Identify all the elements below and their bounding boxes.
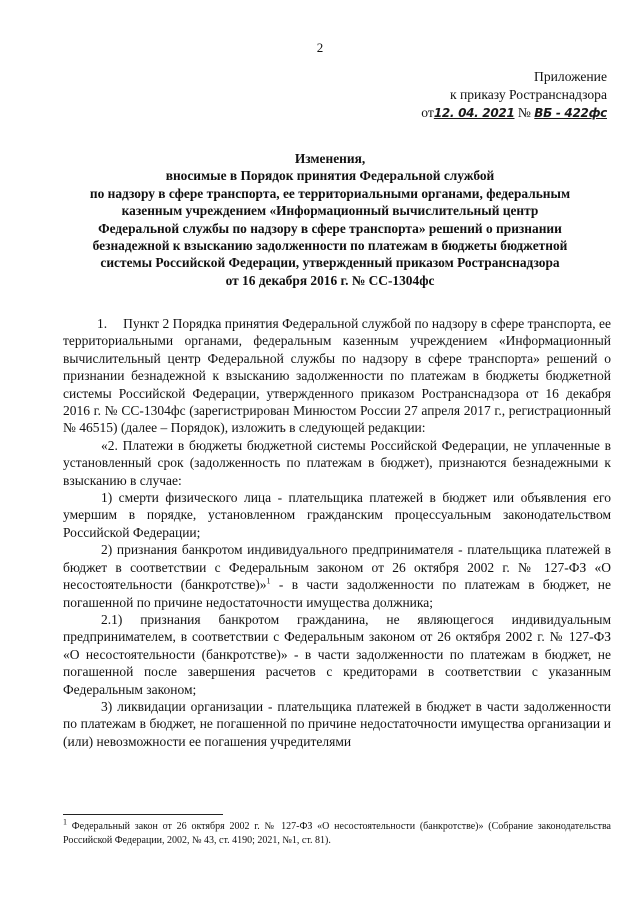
- paragraph-4-text-a: 2) признания банкротом индивидуального предпринимателя - плательщика платежей в бюджет в соответствии с Федеральным законом от 26 октября 2002 г. № 127-ФЗ «О несостоятельности (банкротстве)»: [63, 542, 611, 593]
- document-title: [60, 150, 600, 289]
- number-prefix: №: [517, 105, 531, 120]
- title-line: вносимые в Порядок принятия Федеральной службой: [165, 168, 495, 184]
- paragraph-1: [63, 315, 611, 437]
- appendix-date-number: [367, 104, 607, 122]
- paragraph-4-text-b: - в части задолженности по платежам в бюджет, не погашенной по причине недостаточности имущества должника;: [63, 577, 611, 610]
- footnote-ref: 1: [266, 576, 271, 586]
- document-body: [63, 315, 611, 750]
- title-line: Федеральной службы по надзору в сфере транспорта» решений о признании: [98, 220, 562, 236]
- appendix-block: [367, 68, 607, 122]
- title-line: от 16 декабря 2016 г. № СС-1304фс: [225, 272, 435, 288]
- handwritten-date: 12. 04. 2021: [433, 106, 515, 120]
- footnote-mark: 1: [63, 817, 67, 827]
- paragraph-4: [63, 541, 611, 611]
- appendix-order-ref: к приказу Ространснадзора: [449, 87, 607, 102]
- title-line: системы Российской Федерации, утвержденный приказом Ространснадзора: [100, 255, 560, 271]
- paragraph-3: 1) смерти физического лица - плательщика платежей в бюджет или объявления его умершим в порядке, установленном гражданским процессуальным законодательством Российской Федерации;: [63, 490, 611, 540]
- paragraph-number: 1.: [97, 316, 108, 331]
- footnote: [63, 817, 611, 848]
- paragraph-5: 2.1) признания банкротом гражданина, не являющегося индивидуальным предпринимателем, в соответствии с Федеральным законом от 26 октября 2002 г. № 127-ФЗ «О несостоятельности (банкротстве)» - в части задолженности по платежам в бюджет, не погашенной после завершения расчетов с кредиторами в соответствии с указанным Федеральным законом;: [63, 611, 611, 697]
- footnote-divider: [63, 814, 223, 815]
- date-prefix: от: [421, 105, 434, 120]
- title-line: по надзору в сфере транспорта, ее территориальными органами, федеральным: [89, 185, 571, 201]
- paragraph-2: «2. Платежи в бюджеты бюджетной системы Российской Федерации, не уплаченные в установленный срок (задолженность по платежам в бюджет), признаются безнадежными к взысканию в случае:: [63, 437, 611, 488]
- title-line: казенным учреждением «Информационный вычислительный центр: [121, 203, 539, 219]
- appendix-label: Приложение: [534, 69, 607, 84]
- title-line: безнадежной к взысканию задолженности по платежам в бюджеты бюджетной: [92, 238, 568, 254]
- title-line: Изменения,: [294, 151, 366, 166]
- footnote-text: Федеральный закон от 26 октября 2002 г. № 127-ФЗ «О несостоятельности (банкротстве)» (Собрание законодательства Российской Федерации, 2002, № 43, ст. 4190; 2021, №1, ст. 81).: [63, 821, 611, 846]
- paragraph-1-text: Пункт 2 Порядка принятия Федеральной службой по надзору в сфере транспорта, ее территориальными органами, федеральным казенным учреждением «Информационный вычислительный центр Федеральной службы по надзору в сфере транспорта» решений о признании безнадежной к взысканию задолженности по платежам в бюджеты бюджетной системы Российской Федерации, утвержденного приказом Ространснадзора от 16 декабря 2016 г. № СС-1304фс (зарегистрирован Минюстом России 27 апреля 2017 г., регистрационный № 46515) (далее – Порядок), изложить в следующей редакции:: [63, 316, 611, 436]
- paragraph-6: 3) ликвидации организации - плательщика платежей в бюджет в части задолженности по платежам в бюджет, не погашенной по причине недостаточности имущества организации и (или) невозможности ее погашения учредителями: [63, 698, 611, 749]
- page-number: 2: [316, 40, 324, 55]
- handwritten-number: ВБ - 422фс: [534, 106, 607, 120]
